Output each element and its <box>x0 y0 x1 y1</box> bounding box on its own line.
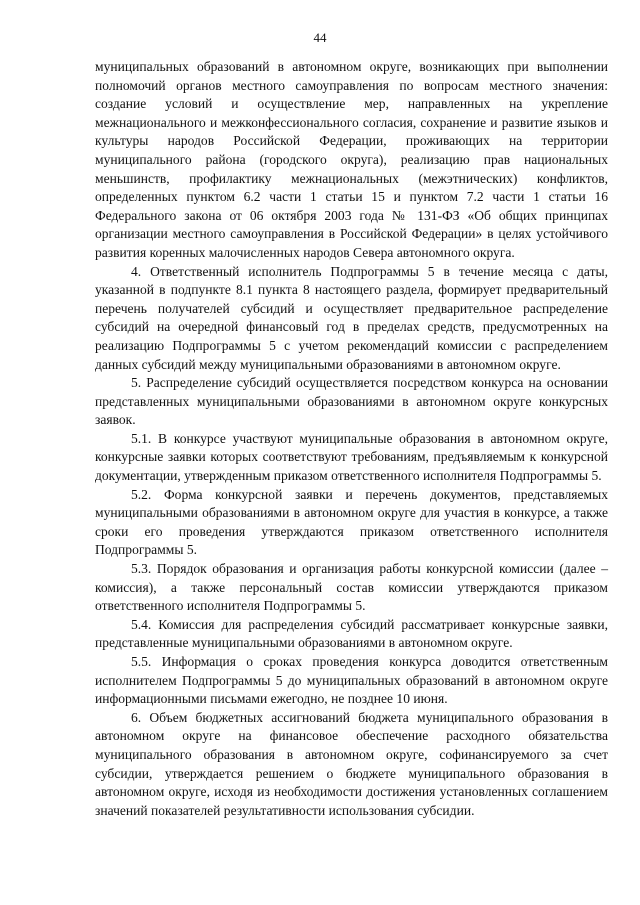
document-body <box>95 58 608 820</box>
paragraph-item-5-1: 5.1. В конкурсе участвуют муниципальные образования в автономном округе, конкурсные заявки которых соответствуют требованиям, предъявляемым к конкурсной документации, утвержденным приказом ответственного исполнителя Подпрограммы 5. <box>95 430 608 484</box>
paragraph-item-4: 4. Ответственный исполнитель Подпрограммы 5 в течение месяца с даты, указанной в подпункте 8.1 пункта 8 настоящего раздела, формирует предварительный перечень получателей субсидий и осуществляет предварительное распределение субсидий на очередной финансовый год в пределах средств, предусмотренных на реализацию Подпрограммы 5 с учетом рекомендаций комиссии с распределением данных субсидий между муниципальными образованиями в автономном округе. <box>95 263 608 372</box>
paragraph-item-6: 6. Объем бюджетных ассигнований бюджета муниципального образования в автономном округе на финансовое обеспечение расходного обязательства муниципального образования в автономном округе, софинансируемого за счет субсидии, утверждается решением о бюджете муниципального образования в автономном округе, исходя из необходимости достижения установленных соглашением значений показателей результативности использования субсидии. <box>95 709 608 818</box>
paragraph-item-5: 5. Распределение субсидий осуществляется посредством конкурса на основании представленных муниципальными образованиями в автономном округе конкурсных заявок. <box>95 375 608 428</box>
paragraph-item-5-5: 5.5. Информация о сроках проведения конкурса доводится ответственным исполнителем Подпрограммы 5 до муниципальных образований в автономном округе информационными письмами ежегодно, не позднее 10 июня. <box>95 654 608 707</box>
paragraph-item-5-4: 5.4. Комиссия для распределения субсидий рассматривает конкурсные заявки, представленные муниципальными образованиями в автономном округе. <box>95 616 608 651</box>
paragraph-continuation: муниципальных образований в автономном округе, возникающих при выполнении полномочий органов местного самоуправления по вопросам местного значения: создание условий и осуществление мер, направленных на укрепление межнационального и межконфессионального согласия, сохранение и развитие языков и культуры народов Российской Федерации, проживающих на территории муниципального района (городского округа), реализацию прав национальных меньшинств, профилактику межнациональных (межэтнических) конфликтов, определенных пунктом 6.2 части 1 статьи 15 и пунктом 7.2 части 1 статьи 16 Федерального закона от 06 октября 2003 года № 131-ФЗ «Об общих принципах организации местного самоуправления в Российской Федерации» в целях устойчивого развития коренных малочисленных народов Севера автономного округа. <box>95 59 608 260</box>
paragraph-item-5-2: 5.2. Форма конкурсной заявки и перечень документов, представляемых муниципальными образованиями в автономном округе для участия в конкурсе, а также сроки его проведения утверждаются приказом ответственного исполнителя Подпрограммы 5. <box>95 486 608 558</box>
page-number: 44 <box>313 30 327 45</box>
paragraph-item-5-3: 5.3. Порядок образования и организация работы конкурсной комиссии (далее – комиссия), а также персональный состав комиссии утверждаются приказом ответственного исполнителя Подпрограммы 5. <box>95 561 608 614</box>
